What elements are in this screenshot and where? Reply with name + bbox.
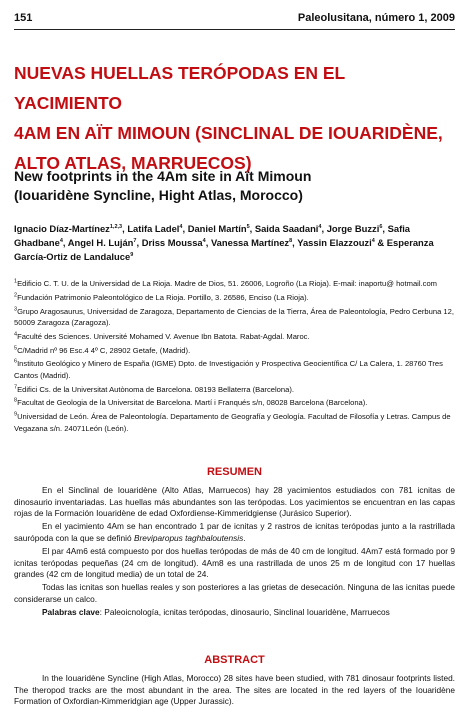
resumen-paragraph: El par 4Am6 está compuesto por dos huellas terópodas de más de 40 cm de longitud. 4Am7 está formado por 9 icnitas terópodas pequeñas (24 cm de longitud). 4Am8 es una rastrillada de unos 25 m de longitud con 17 huellas grandes (42 cm de longitud media) de un total de 24. xyxy=(14,545,455,580)
title-english xyxy=(14,167,455,205)
author: Driss Moussa$^4$ xyxy=(141,236,206,248)
affiliation-list xyxy=(14,278,455,436)
resumen-paragraph: En el yacimiento 4Am se han encontrado 1 par de icnitas y 2 rastros de icnitas terópodas junto a la rastrillada saurópoda con la que se definió Breviparopus taghbaloutensis. xyxy=(14,521,455,543)
affiliation: $^5$C/Madrid nº 96 Esc.4 4º C, 28902 Getafe, (Madrid). xyxy=(14,345,191,355)
running-header xyxy=(14,12,455,26)
abstract-heading: ABSTRACT xyxy=(204,654,265,666)
keywords-label: Palabras clave xyxy=(42,606,100,617)
author: Saida Saadani$^4$ xyxy=(254,223,322,234)
journal-citation: Paleolusitana, número 1, 2009 xyxy=(297,12,455,24)
resumen-body xyxy=(14,485,455,620)
author: Vanessa Martínez$^8$ xyxy=(210,236,293,248)
affiliation: $^9$Universidad de León. Área de Paleontología. Departamento de Geografía y Geología. Facultad de Filosofía y Letras. Campus de Vegazana s/n. 24071León (León). xyxy=(14,411,451,433)
affiliation: $^7$Edifici Cs. de la Universitat Autònoma de Barcelona. 08193 Bellaterra (Barcelona). xyxy=(14,384,294,394)
affiliation: $^4$Faculté des Sciences. Université Mohamed V. Avenue Ibn Batota. Rabat-Agdal. Maroc. xyxy=(14,331,310,341)
author: Latifa Ladel$^4$ xyxy=(127,223,183,234)
abstract-paragraph: In the Iouaridène Syncline (High Atlas, Morocco) 28 sites have been studied, with 781 dinosaur footprints listed. The theropod tracks are the most abundant in the area. The sites are located in the red layers of the Iouaridène Formation of Oxfordian-Kimmeridgian age (Upper Jurassic). xyxy=(14,673,455,707)
header-rule xyxy=(14,29,455,30)
title-spanish-line: 4AM EN AÏT MIMOUN (SINCLINAL DE IOUARIDÈNE, xyxy=(14,123,443,143)
author: Safia Ghadbane$^4$ xyxy=(14,223,411,248)
author-list: Ignacio Díaz-Martínez$^{1,2,3}$, Latifa Ladel$^4$, Daniel Martín$^5$, Saida Saadani$^4$, Jorge Buzzi$^6$, Safia Ghadbane$^4$, Angel H. Luján$^7$, Driss Moussa$^4$, Vanessa Martínez$^8$, Yassin Elazzouzi$^4$ & Esperanza García-Ortiz de Landaluce$^9$ xyxy=(14,223,434,262)
author: Daniel Martín$^5$ xyxy=(187,223,250,234)
author: Esperanza García-Ortiz de Landaluce$^9$ xyxy=(14,236,434,262)
title-english-line: (Iouaridène Syncline, Hight Atlas, Morocco) xyxy=(14,187,303,203)
resumen-paragraph: En el Sinclinal de Iouaridène (Alto Atlas, Marruecos) hay 28 yacimientos estudiados con 781 icnitas de dinosaurio inventariadas. Las huellas más abundantes son las terópodas. Los yacimientos se encuentran en las capas rojas de la Formación Iouaridène de edad Oxfordiense-Kimmeridgiense (Jurásico Superior). xyxy=(14,485,455,519)
page-number: 151 xyxy=(14,12,33,24)
title-spanish-line: NUEVAS HUELLAS TERÓPODAS EN EL YACIMIENTO xyxy=(14,63,345,113)
resumen-paragraph: Todas las icnitas son huellas reales y son posteriores a las grietas de desecación. Ninguna de las icnitas puede considerarse un calco. xyxy=(14,582,455,604)
affiliation: $^1$Edificio C. T. U. de la Universidad de La Rioja. Madre de Dios, 51. 26006, Logroño (La Rioja). E-mail: inaportu@ hotmail.com xyxy=(14,278,438,288)
affiliation: $^8$Facultat de Geologia de la Universitat de Barcelona. Martí i Franqués s/n, 08028 Barcelona (Barcelona). xyxy=(14,397,368,408)
affiliation: $^6$Instituto Geológico y Minero de España (IGME) Dpto. de Investigación y Prospectiva Geocientífica C/ La Calera, 1. 28760 Tres Cantos (Madrid). xyxy=(14,358,443,380)
resumen-heading: RESUMEN xyxy=(206,466,262,478)
title-english-line: New footprints in the 4Am site in Aït Mimoun xyxy=(14,168,312,184)
affiliation: $^2$Fundación Patrimonio Paleontológico de La Rioja. Portillo, 3. 26586, Enciso (La Rioja). xyxy=(14,292,309,302)
keywords: Palabras clave: Paleoicnología, icnitas terópodas, dinosaurio, Sinclinal Iouaridène, Marruecos xyxy=(42,606,390,617)
title-spanish-line: ALTO ATLAS, MARRUECOS) xyxy=(14,153,252,173)
author: Yassin Elazzouzi$^4$ xyxy=(297,236,375,248)
author: Angel H. Luján$^7$ xyxy=(67,236,137,248)
affiliation: $^3$Grupo Aragosaurus, Universidad de Zaragoza, Departamento de Ciencias de la Tierra, Área de Paleontología, Pedro Cerbuna 12, 50009 Zaragoza (Zaragoza). xyxy=(14,306,454,327)
author: Ignacio Díaz-Martínez$^{1,2,3}$ xyxy=(14,223,123,234)
author: Jorge Buzzi$^6$ xyxy=(326,223,383,234)
title-spanish xyxy=(14,58,455,178)
abstract-body xyxy=(14,673,455,709)
